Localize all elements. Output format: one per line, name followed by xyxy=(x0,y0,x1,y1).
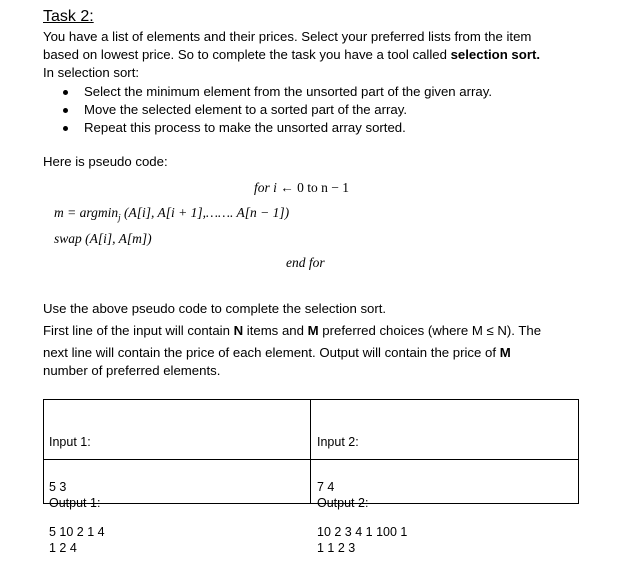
pseudo-for-var: for i xyxy=(254,180,277,195)
instructions-line-2 xyxy=(43,322,541,340)
bullet-icon xyxy=(63,108,68,113)
input-1-line-2: 5 10 2 1 4 xyxy=(49,525,105,539)
input-2-line-1: 7 4 xyxy=(317,480,335,494)
table-divider-vertical xyxy=(310,400,311,503)
output-1-cell xyxy=(49,466,100,586)
pseudo-line-swap: swap (A[i], A[m]) xyxy=(54,231,152,246)
intro-line-1: You have a list of elements and their prices. Select your preferred lists from the item xyxy=(43,29,532,44)
bullet-icon xyxy=(63,90,68,95)
bullet-icon xyxy=(63,126,68,131)
output-1-line-1: 1 2 4 xyxy=(49,541,77,555)
instructions-line-4: number of preferred elements. xyxy=(43,363,221,378)
intro-line-2 xyxy=(43,46,540,64)
bullet-item-3: Repeat this process to make the unsorted array sorted. xyxy=(84,120,406,135)
output-2-cell xyxy=(317,466,368,586)
intro-line-3: In selection sort: xyxy=(43,65,140,80)
instr-m: M xyxy=(499,345,511,360)
output-2-label: Output 2: xyxy=(317,496,369,510)
pseudo-code-label: Here is pseudo code: xyxy=(43,154,168,169)
assign-arrow-icon: ← xyxy=(280,180,294,195)
input-2-line-2: 10 2 3 4 1 100 1 xyxy=(317,525,408,539)
instr-text: First line of the input will contain xyxy=(43,323,234,338)
pseudo-line-endfor: end for xyxy=(286,255,325,270)
pseudo-for-range: 0 to n − 1 xyxy=(297,180,350,195)
instructions-line-1: Use the above pseudo code to complete the selection sort. xyxy=(43,301,387,316)
instructions-line-3 xyxy=(43,344,511,362)
pseudo-argmin-args: (A[i], A[i + 1],……. A[n − 1]) xyxy=(120,205,290,220)
output-2-line-1: 1 1 2 3 xyxy=(317,541,356,555)
instr-text: next line will contain the price of each element. Output will contain the price of xyxy=(43,345,500,360)
pseudo-argmin: m = argmin xyxy=(54,205,119,220)
input-1-label: Input 1: xyxy=(49,435,91,449)
pseudo-line-for xyxy=(254,180,349,196)
intro-line-2-text: based on lowest price. So to complete the task you have a tool called xyxy=(43,47,451,62)
examples-table xyxy=(43,399,579,555)
selection-sort-term: selection sort. xyxy=(450,47,541,62)
instr-text: preferred choices (where M ≤ N). The xyxy=(318,323,542,338)
bullet-item-2: Move the selected element to a sorted part of the array. xyxy=(84,102,408,117)
task-title: Task 2: xyxy=(43,8,94,25)
input-2-label: Input 2: xyxy=(317,435,359,449)
input-1-line-1: 5 3 xyxy=(49,480,67,494)
instr-n: N xyxy=(233,323,244,338)
instr-text: items and xyxy=(243,323,308,338)
pseudo-argmin-subscript: j xyxy=(118,212,121,223)
bullet-item-1: Select the minimum element from the unsorted part of the given array. xyxy=(84,84,493,99)
output-1-label: Output 1: xyxy=(49,496,101,510)
table-divider-horizontal xyxy=(44,459,578,460)
instr-m: M xyxy=(307,323,319,338)
pseudo-line-argmin xyxy=(54,205,289,223)
